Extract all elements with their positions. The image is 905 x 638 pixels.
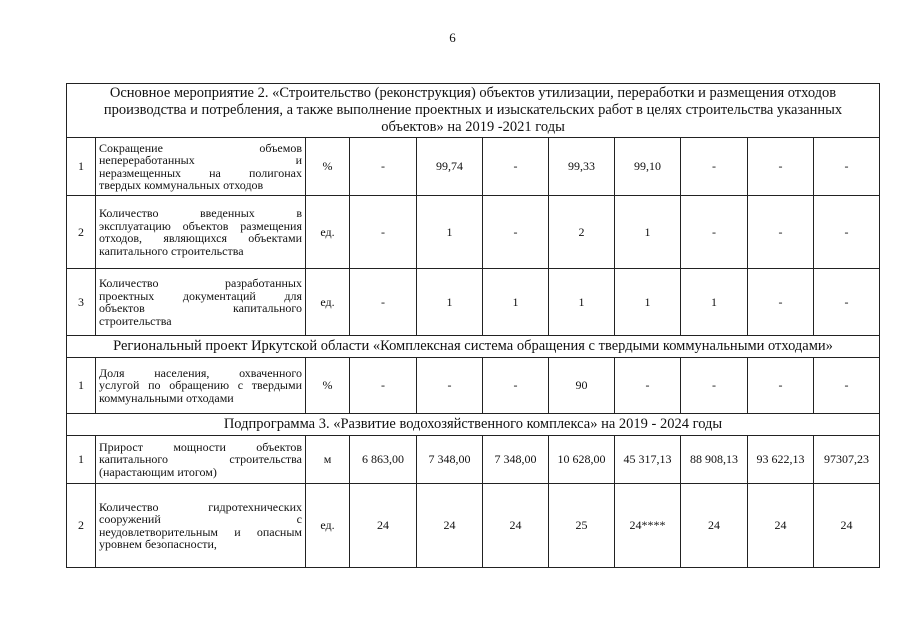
- row-number: 3: [67, 269, 96, 336]
- value-cell: -: [350, 358, 417, 414]
- value-cell: 24****: [615, 484, 681, 568]
- value-cell: -: [814, 196, 880, 269]
- value-cell: 10 628,00: [549, 436, 615, 484]
- value-cell: 24: [483, 484, 549, 568]
- indicator-name: Количество гидротехнических сооружений с неудовлетворительным и опасным уровнем безопасности,: [96, 484, 306, 568]
- value-cell: -: [748, 358, 814, 414]
- section-title: Подпрограмма 3. «Развитие водохозяйственного комплекса» на 2019 - 2024 годы: [67, 414, 880, 436]
- unit-cell: ед.: [306, 484, 350, 568]
- value-cell: -: [748, 269, 814, 336]
- section-title: Региональный проект Иркутской области «Комплексная система обращения с твердыми коммунальными отходами»: [67, 336, 880, 358]
- value-cell: 88 908,13: [681, 436, 748, 484]
- row-number: 2: [67, 484, 96, 568]
- value-cell: -: [350, 196, 417, 269]
- value-cell: 24: [814, 484, 880, 568]
- value-cell: -: [483, 196, 549, 269]
- table-row: [67, 484, 880, 568]
- value-cell: 25: [549, 484, 615, 568]
- value-cell: -: [814, 358, 880, 414]
- value-cell: -: [681, 138, 748, 196]
- indicator-name: Количество разработанных проектных документаций для объектов капитального строительства: [96, 269, 306, 336]
- value-cell: 1: [483, 269, 549, 336]
- value-cell: 6 863,00: [350, 436, 417, 484]
- value-cell: -: [748, 138, 814, 196]
- value-cell: -: [350, 269, 417, 336]
- row-number: 1: [67, 138, 96, 196]
- table-row: [67, 436, 880, 484]
- table-row: [67, 196, 880, 269]
- value-cell: -: [350, 138, 417, 196]
- value-cell: -: [483, 138, 549, 196]
- indicators-table: [66, 83, 880, 568]
- value-cell: 24: [350, 484, 417, 568]
- value-cell: 1: [417, 269, 483, 336]
- unit-cell: ед.: [306, 196, 350, 269]
- value-cell: 1: [549, 269, 615, 336]
- table-row: [67, 358, 880, 414]
- row-number: 1: [67, 436, 96, 484]
- value-cell: 7 348,00: [483, 436, 549, 484]
- value-cell: 93 622,13: [748, 436, 814, 484]
- value-cell: 1: [417, 196, 483, 269]
- value-cell: 1: [681, 269, 748, 336]
- value-cell: 7 348,00: [417, 436, 483, 484]
- table-row: [67, 138, 880, 196]
- page-number: 6: [449, 30, 456, 45]
- section-header-row: [67, 84, 880, 138]
- unit-cell: %: [306, 138, 350, 196]
- indicator-name: Прирост мощности объектов капитального строительства (нарастающим итогом): [96, 436, 306, 484]
- value-cell: -: [483, 358, 549, 414]
- value-cell: 99,74: [417, 138, 483, 196]
- value-cell: 99,33: [549, 138, 615, 196]
- value-cell: 24: [681, 484, 748, 568]
- value-cell: 1: [615, 269, 681, 336]
- value-cell: -: [615, 358, 681, 414]
- value-cell: -: [814, 138, 880, 196]
- value-cell: 24: [748, 484, 814, 568]
- value-cell: 45 317,13: [615, 436, 681, 484]
- value-cell: 90: [549, 358, 615, 414]
- row-number: 2: [67, 196, 96, 269]
- indicator-name: Доля населения, охваченного услугой по обращению с твердыми коммунальными отходами: [96, 358, 306, 414]
- value-cell: 24: [417, 484, 483, 568]
- section-header-row: [67, 336, 880, 358]
- section-header-row: [67, 414, 880, 436]
- value-cell: -: [681, 196, 748, 269]
- value-cell: -: [417, 358, 483, 414]
- value-cell: 2: [549, 196, 615, 269]
- value-cell: 1: [615, 196, 681, 269]
- value-cell: -: [748, 196, 814, 269]
- table-row: [67, 269, 880, 336]
- value-cell: -: [814, 269, 880, 336]
- indicator-name: Сокращение объемов непереработанных и неразмещенных на полигонах твердых коммунальных отходов: [96, 138, 306, 196]
- row-number: 1: [67, 358, 96, 414]
- unit-cell: %: [306, 358, 350, 414]
- section-title: Основное мероприятие 2. «Строительство (реконструкция) объектов утилизации, переработки и размещения отходов производства и потребления, а также выполнение проектных и изыскательских работ в целях строительства указанных объектов» на 2019 -2021 годы: [67, 84, 880, 138]
- unit-cell: ед.: [306, 269, 350, 336]
- unit-cell: м: [306, 436, 350, 484]
- table-body: [67, 84, 880, 568]
- value-cell: -: [681, 358, 748, 414]
- value-cell: 99,10: [615, 138, 681, 196]
- value-cell: 97307,23: [814, 436, 880, 484]
- indicator-name: Количество введенных в эксплуатацию объектов размещения отходов, являющихся объектами капитального строительства: [96, 196, 306, 269]
